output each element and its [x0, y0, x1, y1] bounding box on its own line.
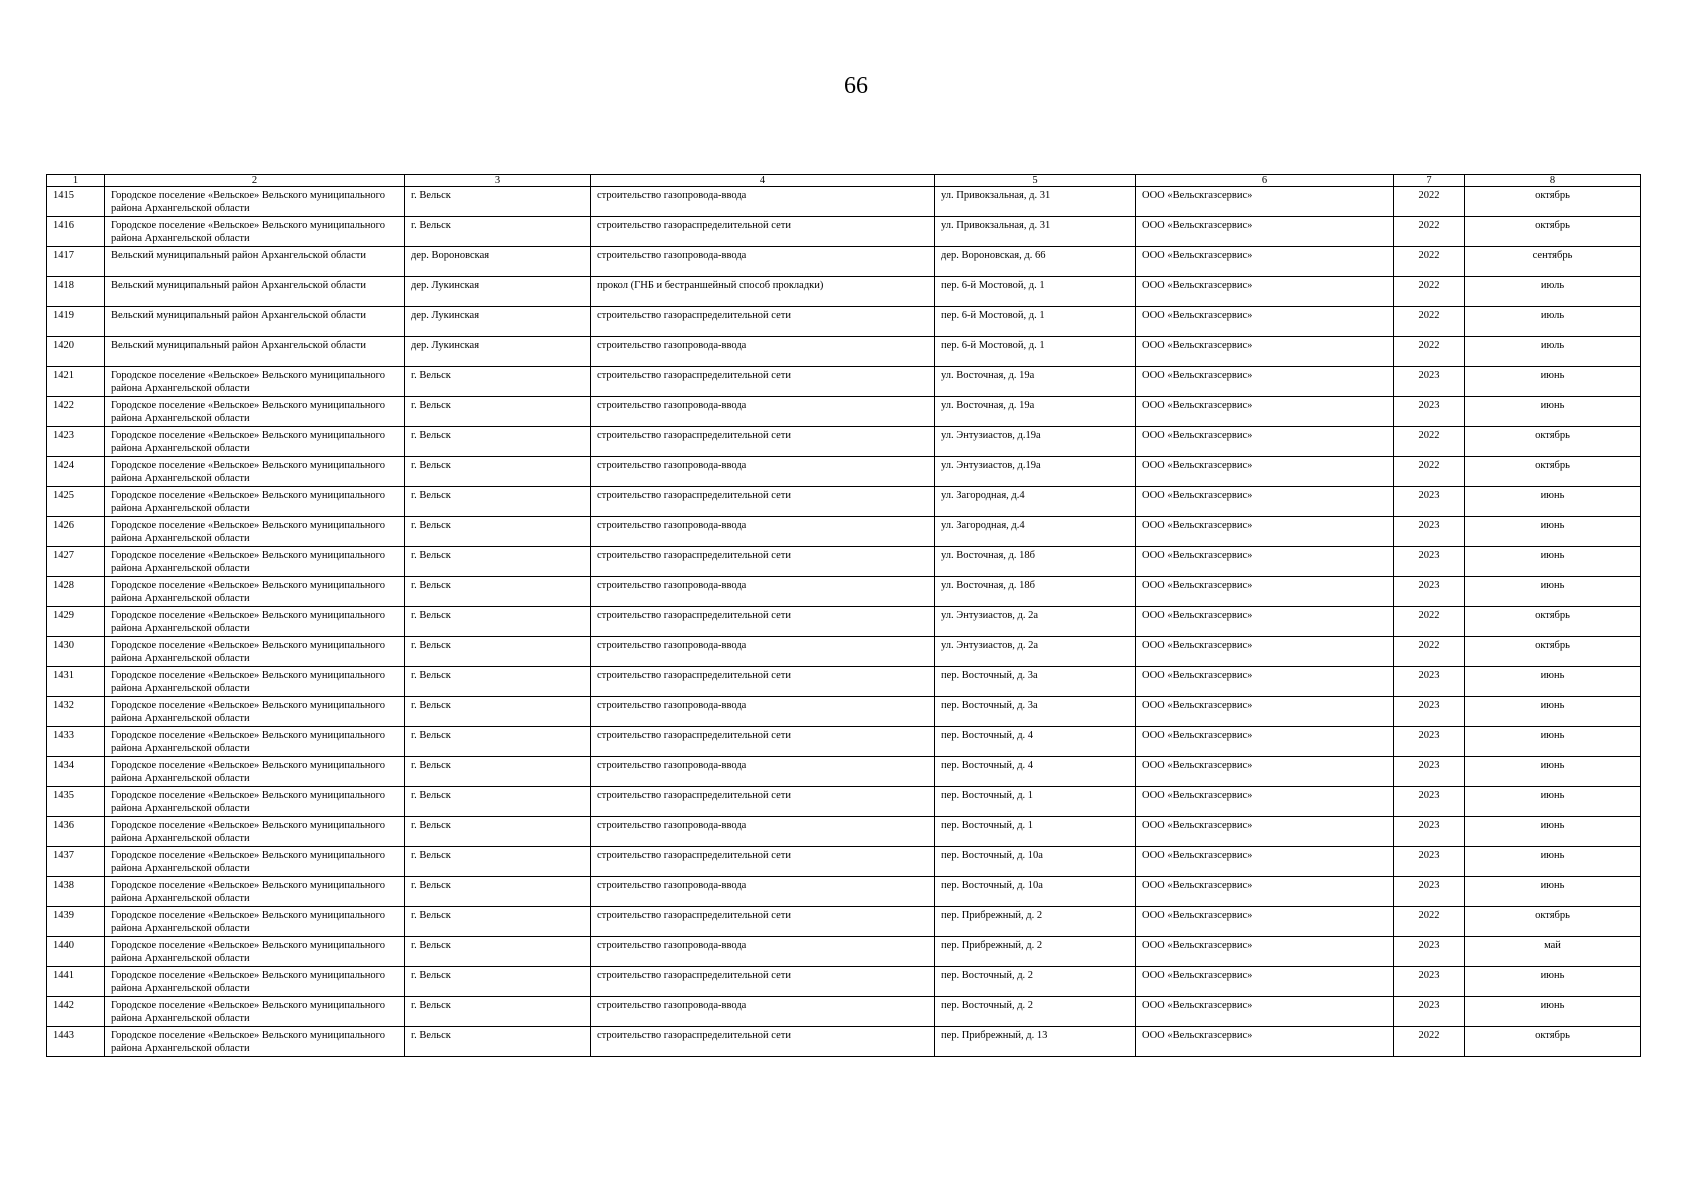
row-number-cell: 1430: [47, 637, 105, 667]
month-cell: октябрь: [1465, 457, 1641, 487]
row-number-cell: 1420: [47, 337, 105, 367]
table-row: [47, 517, 1641, 547]
month-cell: июнь: [1465, 697, 1641, 727]
work-type-cell: строительство газопровода-ввода: [591, 457, 935, 487]
address-cell: пер. Восточный, д. 1: [935, 787, 1136, 817]
locality-cell: г. Вельск: [405, 697, 591, 727]
address-cell: пер. Восточный, д. 3а: [935, 667, 1136, 697]
month-cell: июль: [1465, 277, 1641, 307]
work-type-cell: строительство газораспределительной сети: [591, 847, 935, 877]
table-row: [47, 457, 1641, 487]
work-type-cell: строительство газопровода-ввода: [591, 697, 935, 727]
municipality-cell: Городское поселение «Вельское» Вельского муниципального района Архангельской области: [105, 787, 405, 817]
row-number-cell: 1419: [47, 307, 105, 337]
municipality-cell: Городское поселение «Вельское» Вельского муниципального района Архангельской области: [105, 877, 405, 907]
table-row: [47, 937, 1641, 967]
address-cell: пер. Восточный, д. 3а: [935, 697, 1136, 727]
address-cell: пер. 6-й Мостовой, д. 1: [935, 277, 1136, 307]
year-cell: 2023: [1394, 937, 1465, 967]
table-row: [47, 217, 1641, 247]
year-cell: 2023: [1394, 727, 1465, 757]
municipality-cell: Вельский муниципальный район Архангельской области: [105, 337, 405, 367]
organization-cell: ООО «Вельскгазсервис»: [1136, 547, 1394, 577]
year-cell: 2023: [1394, 547, 1465, 577]
year-cell: 2023: [1394, 667, 1465, 697]
address-cell: пер. Восточный, д. 1: [935, 817, 1136, 847]
column-header: 7: [1394, 175, 1465, 187]
work-type-cell: строительство газораспределительной сети: [591, 217, 935, 247]
locality-cell: г. Вельск: [405, 667, 591, 697]
organization-cell: ООО «Вельскгазсервис»: [1136, 427, 1394, 457]
locality-cell: г. Вельск: [405, 547, 591, 577]
year-cell: 2022: [1394, 427, 1465, 457]
month-cell: июль: [1465, 307, 1641, 337]
organization-cell: ООО «Вельскгазсервис»: [1136, 217, 1394, 247]
address-cell: ул. Энтузиастов, д. 2а: [935, 607, 1136, 637]
month-cell: июнь: [1465, 667, 1641, 697]
month-cell: июнь: [1465, 367, 1641, 397]
month-cell: июнь: [1465, 577, 1641, 607]
locality-cell: г. Вельск: [405, 967, 591, 997]
locality-cell: г. Вельск: [405, 907, 591, 937]
locality-cell: г. Вельск: [405, 937, 591, 967]
address-cell: ул. Восточная, д. 18б: [935, 577, 1136, 607]
locality-cell: г. Вельск: [405, 187, 591, 217]
locality-cell: г. Вельск: [405, 847, 591, 877]
row-number-cell: 1421: [47, 367, 105, 397]
row-number-cell: 1429: [47, 607, 105, 637]
address-cell: пер. Восточный, д. 2: [935, 997, 1136, 1027]
month-cell: октябрь: [1465, 217, 1641, 247]
address-cell: ул. Энтузиастов, д.19а: [935, 427, 1136, 457]
row-number-cell: 1443: [47, 1027, 105, 1057]
organization-cell: ООО «Вельскгазсервис»: [1136, 727, 1394, 757]
table-row: [47, 1027, 1641, 1057]
row-number-cell: 1441: [47, 967, 105, 997]
address-cell: ул. Восточная, д. 18б: [935, 547, 1136, 577]
column-header: 5: [935, 175, 1136, 187]
organization-cell: ООО «Вельскгазсервис»: [1136, 967, 1394, 997]
column-header: 4: [591, 175, 935, 187]
municipality-cell: Городское поселение «Вельское» Вельского муниципального района Архангельской области: [105, 367, 405, 397]
year-cell: 2023: [1394, 967, 1465, 997]
row-number-cell: 1442: [47, 997, 105, 1027]
locality-cell: г. Вельск: [405, 1027, 591, 1057]
municipality-cell: Городское поселение «Вельское» Вельского муниципального района Архангельской области: [105, 907, 405, 937]
row-number-cell: 1418: [47, 277, 105, 307]
row-number-cell: 1426: [47, 517, 105, 547]
month-cell: июнь: [1465, 487, 1641, 517]
organization-cell: ООО «Вельскгазсервис»: [1136, 337, 1394, 367]
table-row: [47, 697, 1641, 727]
organization-cell: ООО «Вельскгазсервис»: [1136, 1027, 1394, 1057]
table-row: [47, 577, 1641, 607]
address-cell: пер. Прибрежный, д. 2: [935, 937, 1136, 967]
locality-cell: г. Вельск: [405, 427, 591, 457]
municipality-cell: Городское поселение «Вельское» Вельского муниципального района Архангельской области: [105, 637, 405, 667]
work-type-cell: строительство газораспределительной сети: [591, 727, 935, 757]
work-type-cell: строительство газопровода-ввода: [591, 337, 935, 367]
table-row: [47, 967, 1641, 997]
locality-cell: г. Вельск: [405, 367, 591, 397]
locality-cell: дер. Лукинская: [405, 277, 591, 307]
work-type-cell: строительство газораспределительной сети: [591, 607, 935, 637]
year-cell: 2023: [1394, 517, 1465, 547]
address-cell: пер. Восточный, д. 4: [935, 727, 1136, 757]
municipality-cell: Городское поселение «Вельское» Вельского муниципального района Архангельской области: [105, 547, 405, 577]
locality-cell: г. Вельск: [405, 517, 591, 547]
organization-cell: ООО «Вельскгазсервис»: [1136, 187, 1394, 217]
row-number-cell: 1425: [47, 487, 105, 517]
municipality-cell: Городское поселение «Вельское» Вельского муниципального района Архангельской области: [105, 967, 405, 997]
year-cell: 2022: [1394, 457, 1465, 487]
municipality-cell: Городское поселение «Вельское» Вельского муниципального района Архангельской области: [105, 817, 405, 847]
locality-cell: г. Вельск: [405, 397, 591, 427]
row-number-cell: 1416: [47, 217, 105, 247]
organization-cell: ООО «Вельскгазсервис»: [1136, 997, 1394, 1027]
row-number-cell: 1415: [47, 187, 105, 217]
table-row: [47, 637, 1641, 667]
year-cell: 2022: [1394, 187, 1465, 217]
table-row: [47, 787, 1641, 817]
address-cell: пер. 6-й Мостовой, д. 1: [935, 337, 1136, 367]
organization-cell: ООО «Вельскгазсервис»: [1136, 697, 1394, 727]
month-cell: июнь: [1465, 547, 1641, 577]
year-cell: 2022: [1394, 247, 1465, 277]
row-number-cell: 1437: [47, 847, 105, 877]
municipality-cell: Городское поселение «Вельское» Вельского муниципального района Архангельской области: [105, 757, 405, 787]
table-body: [47, 187, 1641, 1057]
organization-cell: ООО «Вельскгазсервис»: [1136, 787, 1394, 817]
gasification-schedule-table: [46, 174, 1641, 1057]
table-row: [47, 667, 1641, 697]
locality-cell: г. Вельск: [405, 577, 591, 607]
table-row: [47, 547, 1641, 577]
month-cell: октябрь: [1465, 907, 1641, 937]
address-cell: ул. Восточная, д. 19а: [935, 367, 1136, 397]
month-cell: октябрь: [1465, 607, 1641, 637]
row-number-cell: 1423: [47, 427, 105, 457]
month-cell: сентябрь: [1465, 247, 1641, 277]
work-type-cell: строительство газораспределительной сети: [591, 487, 935, 517]
locality-cell: г. Вельск: [405, 787, 591, 817]
year-cell: 2023: [1394, 487, 1465, 517]
address-cell: ул. Восточная, д. 19а: [935, 397, 1136, 427]
work-type-cell: прокол (ГНБ и бестраншейный способ прокладки): [591, 277, 935, 307]
table-row: [47, 907, 1641, 937]
municipality-cell: Городское поселение «Вельское» Вельского муниципального района Архангельской области: [105, 577, 405, 607]
municipality-cell: Городское поселение «Вельское» Вельского муниципального района Архангельской области: [105, 1027, 405, 1057]
locality-cell: г. Вельск: [405, 607, 591, 637]
table-row: [47, 817, 1641, 847]
locality-cell: г. Вельск: [405, 457, 591, 487]
table-row: [47, 607, 1641, 637]
address-cell: ул. Загородная, д.4: [935, 487, 1136, 517]
month-cell: июнь: [1465, 997, 1641, 1027]
table-row: [47, 247, 1641, 277]
month-cell: июнь: [1465, 757, 1641, 787]
work-type-cell: строительство газопровода-ввода: [591, 997, 935, 1027]
year-cell: 2022: [1394, 637, 1465, 667]
year-cell: 2023: [1394, 367, 1465, 397]
month-cell: июнь: [1465, 847, 1641, 877]
organization-cell: ООО «Вельскгазсервис»: [1136, 487, 1394, 517]
table-row: [47, 187, 1641, 217]
municipality-cell: Городское поселение «Вельское» Вельского муниципального района Архангельской области: [105, 667, 405, 697]
organization-cell: ООО «Вельскгазсервис»: [1136, 817, 1394, 847]
address-cell: пер. Прибрежный, д. 2: [935, 907, 1136, 937]
table-row: [47, 877, 1641, 907]
work-type-cell: строительство газопровода-ввода: [591, 247, 935, 277]
municipality-cell: Городское поселение «Вельское» Вельского муниципального района Архангельской области: [105, 997, 405, 1027]
year-cell: 2023: [1394, 817, 1465, 847]
month-cell: июнь: [1465, 877, 1641, 907]
work-type-cell: строительство газопровода-ввода: [591, 517, 935, 547]
address-cell: ул. Энтузиастов, д. 2а: [935, 637, 1136, 667]
work-type-cell: строительство газопровода-ввода: [591, 397, 935, 427]
work-type-cell: строительство газопровода-ввода: [591, 937, 935, 967]
organization-cell: ООО «Вельскгазсервис»: [1136, 637, 1394, 667]
table-row: [47, 757, 1641, 787]
year-cell: 2023: [1394, 757, 1465, 787]
row-number-cell: 1427: [47, 547, 105, 577]
address-cell: пер. Прибрежный, д. 13: [935, 1027, 1136, 1057]
year-cell: 2022: [1394, 337, 1465, 367]
locality-cell: дер. Лукинская: [405, 307, 591, 337]
row-number-cell: 1439: [47, 907, 105, 937]
row-number-cell: 1438: [47, 877, 105, 907]
work-type-cell: строительство газопровода-ввода: [591, 187, 935, 217]
organization-cell: ООО «Вельскгазсервис»: [1136, 607, 1394, 637]
municipality-cell: Городское поселение «Вельское» Вельского муниципального района Архангельской области: [105, 487, 405, 517]
organization-cell: ООО «Вельскгазсервис»: [1136, 517, 1394, 547]
row-number-cell: 1436: [47, 817, 105, 847]
month-cell: июль: [1465, 337, 1641, 367]
organization-cell: ООО «Вельскгазсервис»: [1136, 277, 1394, 307]
organization-cell: ООО «Вельскгазсервис»: [1136, 577, 1394, 607]
work-type-cell: строительство газопровода-ввода: [591, 577, 935, 607]
municipality-cell: Вельский муниципальный район Архангельской области: [105, 277, 405, 307]
address-cell: ул. Привокзальная, д. 31: [935, 217, 1136, 247]
year-cell: 2023: [1394, 577, 1465, 607]
locality-cell: г. Вельск: [405, 637, 591, 667]
year-cell: 2023: [1394, 997, 1465, 1027]
address-cell: пер. Восточный, д. 4: [935, 757, 1136, 787]
address-cell: пер. Восточный, д. 10а: [935, 877, 1136, 907]
year-cell: 2022: [1394, 307, 1465, 337]
row-number-cell: 1417: [47, 247, 105, 277]
address-cell: дер. Вороновская, д. 66: [935, 247, 1136, 277]
organization-cell: ООО «Вельскгазсервис»: [1136, 307, 1394, 337]
address-cell: пер. Восточный, д. 10а: [935, 847, 1136, 877]
organization-cell: ООО «Вельскгазсервис»: [1136, 397, 1394, 427]
year-cell: 2023: [1394, 697, 1465, 727]
column-header: 6: [1136, 175, 1394, 187]
column-header: 8: [1465, 175, 1641, 187]
table-row: [47, 307, 1641, 337]
address-cell: пер. Восточный, д. 2: [935, 967, 1136, 997]
year-cell: 2022: [1394, 217, 1465, 247]
address-cell: ул. Энтузиастов, д.19а: [935, 457, 1136, 487]
municipality-cell: Городское поселение «Вельское» Вельского муниципального района Архангельской области: [105, 847, 405, 877]
row-number-cell: 1428: [47, 577, 105, 607]
locality-cell: г. Вельск: [405, 877, 591, 907]
year-cell: 2022: [1394, 607, 1465, 637]
municipality-cell: Городское поселение «Вельское» Вельского муниципального района Архангельской области: [105, 937, 405, 967]
month-cell: июнь: [1465, 787, 1641, 817]
month-cell: июнь: [1465, 727, 1641, 757]
work-type-cell: строительство газопровода-ввода: [591, 877, 935, 907]
table-row: [47, 487, 1641, 517]
locality-cell: г. Вельск: [405, 217, 591, 247]
municipality-cell: Городское поселение «Вельское» Вельского муниципального района Архангельской области: [105, 697, 405, 727]
page-number: 66: [844, 73, 868, 99]
locality-cell: дер. Лукинская: [405, 337, 591, 367]
work-type-cell: строительство газораспределительной сети: [591, 667, 935, 697]
work-type-cell: строительство газораспределительной сети: [591, 907, 935, 937]
row-number-cell: 1431: [47, 667, 105, 697]
work-type-cell: строительство газораспределительной сети: [591, 307, 935, 337]
row-number-cell: 1435: [47, 787, 105, 817]
table-row: [47, 397, 1641, 427]
column-header: 2: [105, 175, 405, 187]
month-cell: июнь: [1465, 397, 1641, 427]
table-row: [47, 427, 1641, 457]
municipality-cell: Городское поселение «Вельское» Вельского муниципального района Архангельской области: [105, 727, 405, 757]
year-cell: 2022: [1394, 277, 1465, 307]
month-cell: май: [1465, 937, 1641, 967]
row-number-cell: 1440: [47, 937, 105, 967]
table-row: [47, 277, 1641, 307]
municipality-cell: Городское поселение «Вельское» Вельского муниципального района Архангельской области: [105, 607, 405, 637]
organization-cell: ООО «Вельскгазсервис»: [1136, 937, 1394, 967]
table-row: [47, 997, 1641, 1027]
year-cell: 2023: [1394, 847, 1465, 877]
address-cell: ул. Загородная, д.4: [935, 517, 1136, 547]
work-type-cell: строительство газопровода-ввода: [591, 637, 935, 667]
locality-cell: дер. Вороновская: [405, 247, 591, 277]
work-type-cell: строительство газораспределительной сети: [591, 547, 935, 577]
work-type-cell: строительство газораспределительной сети: [591, 367, 935, 397]
month-cell: октябрь: [1465, 427, 1641, 457]
year-cell: 2022: [1394, 907, 1465, 937]
year-cell: 2023: [1394, 877, 1465, 907]
locality-cell: г. Вельск: [405, 487, 591, 517]
table-row: [47, 727, 1641, 757]
month-cell: июнь: [1465, 967, 1641, 997]
municipality-cell: Городское поселение «Вельское» Вельского муниципального района Архангельской области: [105, 397, 405, 427]
municipality-cell: Городское поселение «Вельское» Вельского муниципального района Архангельской области: [105, 517, 405, 547]
table-row: [47, 337, 1641, 367]
organization-cell: ООО «Вельскгазсервис»: [1136, 757, 1394, 787]
table-row: [47, 367, 1641, 397]
work-type-cell: строительство газораспределительной сети: [591, 787, 935, 817]
address-cell: пер. 6-й Мостовой, д. 1: [935, 307, 1136, 337]
column-header: 3: [405, 175, 591, 187]
municipality-cell: Вельский муниципальный район Архангельской области: [105, 307, 405, 337]
month-cell: июнь: [1465, 817, 1641, 847]
organization-cell: ООО «Вельскгазсервис»: [1136, 667, 1394, 697]
municipality-cell: Городское поселение «Вельское» Вельского муниципального района Архангельской области: [105, 217, 405, 247]
locality-cell: г. Вельск: [405, 727, 591, 757]
year-cell: 2022: [1394, 1027, 1465, 1057]
organization-cell: ООО «Вельскгазсервис»: [1136, 457, 1394, 487]
locality-cell: г. Вельск: [405, 757, 591, 787]
month-cell: октябрь: [1465, 637, 1641, 667]
month-cell: октябрь: [1465, 1027, 1641, 1057]
row-number-cell: 1424: [47, 457, 105, 487]
organization-cell: ООО «Вельскгазсервис»: [1136, 907, 1394, 937]
year-cell: 2023: [1394, 787, 1465, 817]
work-type-cell: строительство газораспределительной сети: [591, 1027, 935, 1057]
work-type-cell: строительство газопровода-ввода: [591, 817, 935, 847]
organization-cell: ООО «Вельскгазсервис»: [1136, 877, 1394, 907]
organization-cell: ООО «Вельскгазсервис»: [1136, 367, 1394, 397]
locality-cell: г. Вельск: [405, 817, 591, 847]
municipality-cell: Городское поселение «Вельское» Вельского муниципального района Архангельской области: [105, 427, 405, 457]
row-number-cell: 1433: [47, 727, 105, 757]
column-header: 1: [47, 175, 105, 187]
row-number-cell: 1422: [47, 397, 105, 427]
month-cell: октябрь: [1465, 187, 1641, 217]
work-type-cell: строительство газораспределительной сети: [591, 427, 935, 457]
municipality-cell: Городское поселение «Вельское» Вельского муниципального района Архангельской области: [105, 457, 405, 487]
month-cell: июнь: [1465, 517, 1641, 547]
organization-cell: ООО «Вельскгазсервис»: [1136, 247, 1394, 277]
work-type-cell: строительство газораспределительной сети: [591, 967, 935, 997]
municipality-cell: Городское поселение «Вельское» Вельского муниципального района Архангельской области: [105, 187, 405, 217]
work-type-cell: строительство газопровода-ввода: [591, 757, 935, 787]
organization-cell: ООО «Вельскгазсервис»: [1136, 847, 1394, 877]
table-row: [47, 847, 1641, 877]
year-cell: 2023: [1394, 397, 1465, 427]
row-number-cell: 1434: [47, 757, 105, 787]
municipality-cell: Вельский муниципальный район Архангельской области: [105, 247, 405, 277]
address-cell: ул. Привокзальная, д. 31: [935, 187, 1136, 217]
row-number-cell: 1432: [47, 697, 105, 727]
locality-cell: г. Вельск: [405, 997, 591, 1027]
table-header-row: [47, 175, 1641, 187]
